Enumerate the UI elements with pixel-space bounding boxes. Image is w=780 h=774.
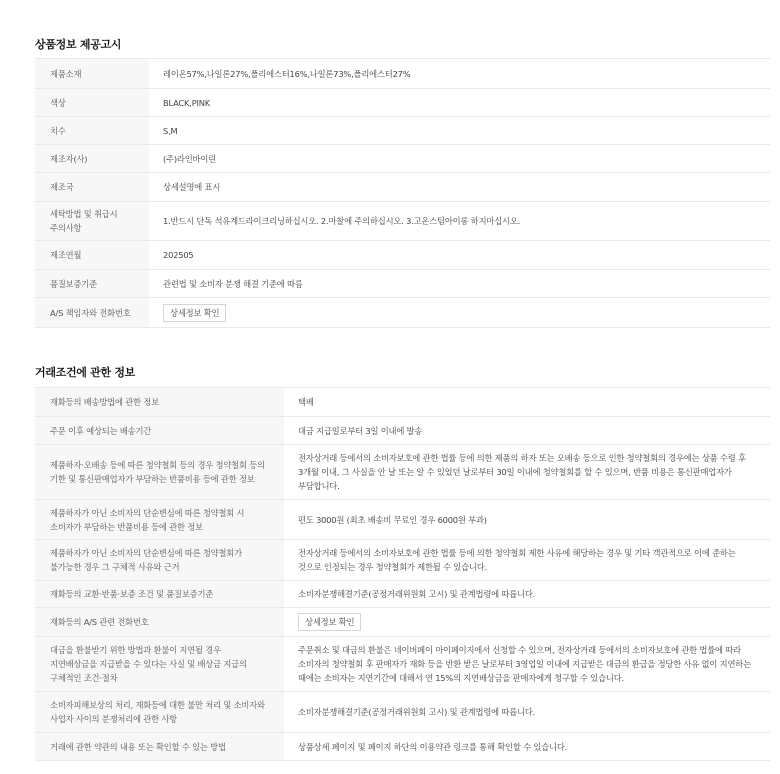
row-label: 재화등의 배송방법에 관한 정보: [35, 388, 284, 417]
as-contact-detail-button[interactable]: 상세정보 확인: [163, 304, 226, 322]
row-value: 상품상세 페이지 및 페이지 하단의 이용약관 링크를 통해 확인할 수 있습니다.: [284, 733, 770, 761]
table-row: [35, 692, 770, 733]
row-value: 택배: [284, 388, 770, 417]
table-row: [35, 173, 770, 202]
row-value: 편도 3000원 (최초 배송비 무료인 경우 6000원 부과): [284, 500, 770, 540]
table-row: [35, 202, 770, 241]
row-label: 대금을 환불받기 위한 방법과 환불이 지연될 경우 지연배상금을 지급받을 수 있다는 사실 및 배상금 지급의 구체적인 조건·절차: [35, 637, 284, 692]
row-label: 제품하자가 아닌 소비자의 단순변심에 따른 청약철회가 불가능한 경우 그 구체적 사유와 근거: [35, 540, 284, 581]
product-notice-title: 상품정보 제공고시: [35, 38, 122, 51]
row-value: (주)라인바이린: [149, 145, 770, 173]
row-label: 치수: [35, 117, 149, 145]
as-phone-detail-button[interactable]: 상세정보 확인: [298, 613, 361, 631]
row-value: 1.반드시 단독 석유계드라이크리닝하십시오. 2.마찰에 주의하십시오. 3.고온스팀아이롱 하지마십시오.: [149, 202, 770, 241]
row-label: 제조국: [35, 173, 149, 202]
row-label: 제조자(사): [35, 145, 149, 173]
row-label: 세탁방법 및 취급시 주의사항: [35, 202, 149, 241]
row-label: 품질보증기준: [35, 270, 149, 298]
trade-terms-title: 거래조건에 관한 정보: [35, 366, 135, 379]
row-label: A/S 책임자와 전화번호: [35, 298, 149, 328]
row-label: 재화등의 교환·반품·보증 조건 및 품질보증기준: [35, 581, 284, 608]
row-label: 거래에 관한 약관의 내용 또는 확인할 수 있는 방법: [35, 733, 284, 761]
row-value: 상세설명에 표시: [149, 173, 770, 202]
table-row: [35, 89, 770, 117]
table-row: [35, 608, 770, 637]
table-row: [35, 59, 770, 89]
table-row: [35, 733, 770, 761]
row-value: 레이온57%,나일론27%,폴리에스터16%,나일론73%,폴리에스터27%: [149, 59, 770, 89]
row-value: 202505: [149, 241, 770, 270]
row-label: 제품하자가 아닌 소비자의 단순변심에 따른 청약철회 시 소비자가 부담하는 반품비용 등에 관한 정보: [35, 500, 284, 540]
row-label: 색상: [35, 89, 149, 117]
table-row: [35, 540, 770, 581]
row-value: [284, 608, 770, 637]
row-value: 관련법 및 소비자 분쟁 해결 기준에 따름: [149, 270, 770, 298]
row-label: 제품소재: [35, 59, 149, 89]
row-value: 전자상거래 등에서의 소비자보호에 관한 법률 등에 의한 제품의 하자 또는 오배송 등으로 인한 청약철회의 경우에는 상품 수령 후 3개월 이내, 그 사실을 안 날 또는 알 수 있었던 날로부터 30일 이내에 청약철회를 할 수 있으며, 반품 비용은 통신판매업자가 부담합니다.: [284, 445, 770, 500]
table-row: [35, 581, 770, 608]
table-row: [35, 298, 770, 328]
table-row: [35, 388, 770, 417]
row-label: 소비자피해보상의 처리, 재화등에 대한 불만 처리 및 소비자와 사업자 사이의 분쟁처리에 관한 사항: [35, 692, 284, 733]
row-label: 제조연월: [35, 241, 149, 270]
row-value: 주문취소 및 대금의 환불은 네이버페이 마이페이지에서 신청할 수 있으며, 전자상거래 등에서의 소비자보호에 관한 법률에 따라 소비자의 청약철회 후 판매자가 재화 등을 반환 받은 날로부터 3영업일 이내에 지급받은 대금의 환급을 정당한 사유 없이 지연하는 때에는 소비자는 지연기간에 대해서 연 15%의 지연배상금을 판매자에게 청구할 수 있습니다.: [284, 637, 770, 692]
trade-terms-table: [35, 387, 770, 761]
row-value: [149, 298, 770, 328]
row-label: 제품하자·오배송 등에 따른 청약철회 등의 경우 청약철회 등의 기한 및 통신판매업자가 부담하는 반품비용 등에 관한 정보: [35, 445, 284, 500]
row-value: S,M: [149, 117, 770, 145]
table-row: [35, 445, 770, 500]
row-value: 대금 지급일로부터 3일 이내에 발송: [284, 417, 770, 445]
row-label: 재화등의 A/S 관련 전화번호: [35, 608, 284, 637]
row-value: 소비자분쟁해결기준(공정거래위원회 고시) 및 관계법령에 따릅니다.: [284, 692, 770, 733]
table-row: [35, 117, 770, 145]
product-notice-table: [35, 58, 770, 328]
table-row: [35, 145, 770, 173]
table-row: [35, 500, 770, 540]
row-value: 전자상거래 등에서의 소비자보호에 관한 법률 등에 의한 청약철회 제한 사유에 해당하는 경우 및 기타 객관적으로 이에 준하는 것으로 인정되는 경우 청약철회가 제한될 수 있습니다.: [284, 540, 770, 581]
row-value: BLACK,PINK: [149, 89, 770, 117]
row-label: 주문 이후 예상되는 배송기간: [35, 417, 284, 445]
table-row: [35, 270, 770, 298]
table-row: [35, 417, 770, 445]
row-value: 소비자분쟁해결기준(공정거래위원회 고시) 및 관계법령에 따릅니다.: [284, 581, 770, 608]
table-row: [35, 637, 770, 692]
table-row: [35, 241, 770, 270]
